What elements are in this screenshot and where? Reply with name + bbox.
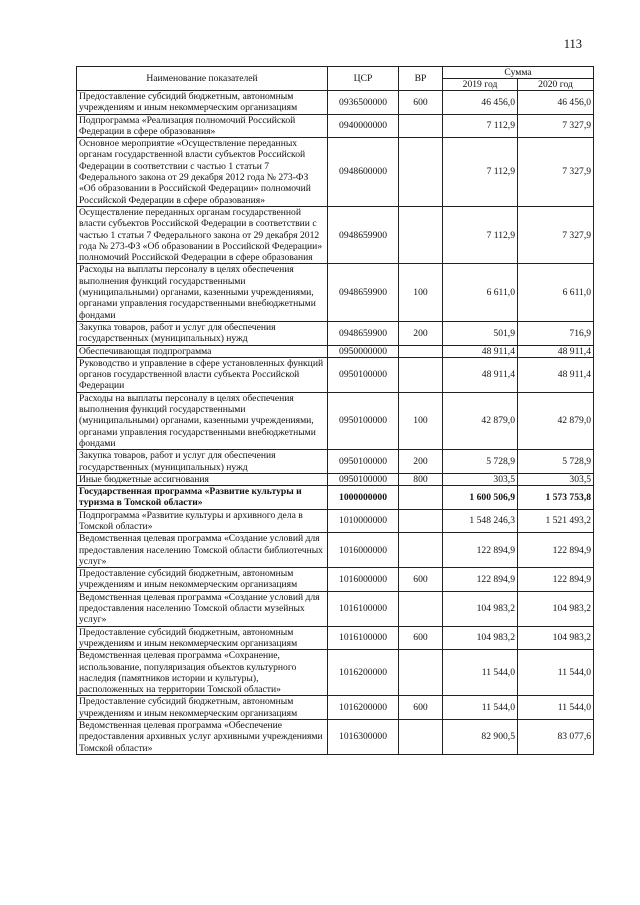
row-sum-2019-cell: 48 911,4 xyxy=(443,345,518,357)
row-vr-cell xyxy=(399,650,443,696)
row-csr-cell: 1016000000 xyxy=(328,533,399,568)
row-vr-cell xyxy=(399,509,443,533)
row-name-cell: Подпрограмма «Реализация полномочий Российской Федерации в сфере образования» xyxy=(77,114,328,138)
row-vr-cell xyxy=(399,720,443,755)
row-csr-cell: 1010000000 xyxy=(328,509,399,533)
row-csr-cell: 1016200000 xyxy=(328,650,399,696)
row-csr-cell: 1016100000 xyxy=(328,591,399,626)
table-row xyxy=(77,696,594,720)
row-sum-2019-cell: 42 879,0 xyxy=(443,392,518,449)
row-name-cell: Предоставление субсидий бюджетным, автономным учреждениям и иным некоммерческим организациям xyxy=(77,626,328,650)
row-csr-cell: 0950100000 xyxy=(328,450,399,474)
table-row xyxy=(77,486,594,510)
table-row xyxy=(77,568,594,592)
column-header-vr: ВР xyxy=(399,67,443,91)
row-sum-2020-cell: 5 728,9 xyxy=(518,450,594,474)
row-sum-2020-cell: 716,9 xyxy=(518,321,594,345)
row-csr-cell: 0948659900 xyxy=(328,321,399,345)
table-row xyxy=(77,114,594,138)
row-sum-2019-cell: 122 894,9 xyxy=(443,533,518,568)
page-number: 113 xyxy=(563,37,582,51)
row-vr-cell: 600 xyxy=(399,568,443,592)
row-sum-2019-cell: 5 728,9 xyxy=(443,450,518,474)
row-vr-cell xyxy=(399,533,443,568)
row-csr-cell: 0950100000 xyxy=(328,473,399,485)
table-row xyxy=(77,626,594,650)
table-row xyxy=(77,206,594,263)
row-vr-cell: 600 xyxy=(399,91,443,115)
row-vr-cell: 800 xyxy=(399,473,443,485)
row-name-cell: Основное мероприятие «Осуществление переданных органам государственной власти субъектов Российской Федерации в соответствии с частью 1 статьи 7 Федерального закона от 29 декабря 2012 года № 273-ФЗ «Об образовании в Российской Федерации» полномочий Российской Федерации в сфере образования» xyxy=(77,138,328,207)
row-name-cell: Расходы на выплаты персоналу в целях обеспечения выполнения функций государственными (муниципальными) органами, казенными учреждениями, органами управления государственными внебюджетными фондами xyxy=(77,392,328,449)
row-csr-cell: 1016200000 xyxy=(328,696,399,720)
row-vr-cell: 200 xyxy=(399,321,443,345)
row-csr-cell: 0948600000 xyxy=(328,138,399,207)
row-name-cell: Подпрограмма «Развитие культуры и архивного дела в Томской области» xyxy=(77,509,328,533)
row-sum-2019-cell: 7 112,9 xyxy=(443,114,518,138)
row-sum-2019-cell: 82 900,5 xyxy=(443,720,518,755)
row-csr-cell: 0950100000 xyxy=(328,392,399,449)
column-header-name: Наименование показателей xyxy=(77,67,328,91)
row-csr-cell: 0950100000 xyxy=(328,357,399,392)
row-sum-2019-cell: 7 112,9 xyxy=(443,206,518,263)
table-row xyxy=(77,91,594,115)
row-vr-cell: 600 xyxy=(399,626,443,650)
row-vr-cell xyxy=(399,357,443,392)
row-sum-2019-cell: 6 611,0 xyxy=(443,264,518,321)
table-row xyxy=(77,509,594,533)
row-sum-2020-cell: 46 456,0 xyxy=(518,91,594,115)
row-name-cell: Ведомственная целевая программа «Сохранение, использование, популяризация объектов культурного наследия (памятников истории и культуры), расположенных на территории Томской области» xyxy=(77,650,328,696)
row-sum-2020-cell: 1 573 753,8 xyxy=(518,486,594,510)
row-name-cell: Ведомственная целевая программа «Создание условий для предоставления населению Томской области библиотечных услуг» xyxy=(77,533,328,568)
row-sum-2020-cell: 7 327,9 xyxy=(518,114,594,138)
table-row xyxy=(77,345,594,357)
row-vr-cell xyxy=(399,591,443,626)
row-csr-cell: 0936500000 xyxy=(328,91,399,115)
table-body xyxy=(77,91,594,755)
row-name-cell: Закупка товаров, работ и услуг для обеспечения государственных (муниципальных) нужд xyxy=(77,321,328,345)
column-header-year-2020: 2020 год xyxy=(518,79,594,91)
row-sum-2020-cell: 122 894,9 xyxy=(518,568,594,592)
row-sum-2019-cell: 1 600 506,9 xyxy=(443,486,518,510)
row-csr-cell: 1016300000 xyxy=(328,720,399,755)
row-csr-cell: 0948659900 xyxy=(328,264,399,321)
column-header-year-2019: 2019 год xyxy=(443,79,518,91)
row-sum-2019-cell: 11 544,0 xyxy=(443,650,518,696)
row-sum-2020-cell: 7 327,9 xyxy=(518,206,594,263)
table-row xyxy=(77,533,594,568)
row-sum-2020-cell: 11 544,0 xyxy=(518,650,594,696)
row-sum-2019-cell: 303,5 xyxy=(443,473,518,485)
row-name-cell: Предоставление субсидий бюджетным, автономным учреждениям и иным некоммерческим организациям xyxy=(77,91,328,115)
row-sum-2020-cell: 48 911,4 xyxy=(518,345,594,357)
row-name-cell: Предоставление субсидий бюджетным, автономным учреждениям и иным некоммерческим организациям xyxy=(77,568,328,592)
row-sum-2019-cell: 1 548 246,3 xyxy=(443,509,518,533)
row-sum-2019-cell: 46 456,0 xyxy=(443,91,518,115)
row-name-cell: Предоставление субсидий бюджетным, автономным учреждениям и иным некоммерческим организациям xyxy=(77,696,328,720)
row-name-cell: Обеспечивающая подпрограмма xyxy=(77,345,328,357)
row-sum-2019-cell: 104 983,2 xyxy=(443,626,518,650)
row-name-cell: Ведомственная целевая программа «Создание условий для предоставления населению Томской области музейных услуг» xyxy=(77,591,328,626)
row-sum-2019-cell: 122 894,9 xyxy=(443,568,518,592)
table-row xyxy=(77,650,594,696)
row-sum-2020-cell: 303,5 xyxy=(518,473,594,485)
row-sum-2020-cell: 7 327,9 xyxy=(518,138,594,207)
row-sum-2019-cell: 48 911,4 xyxy=(443,357,518,392)
row-csr-cell: 0950000000 xyxy=(328,345,399,357)
table-row xyxy=(77,450,594,474)
row-sum-2020-cell: 122 894,9 xyxy=(518,533,594,568)
table-row xyxy=(77,264,594,321)
table-row xyxy=(77,357,594,392)
row-vr-cell xyxy=(399,345,443,357)
row-name-cell: Иные бюджетные ассигнования xyxy=(77,473,328,485)
row-csr-cell: 1016100000 xyxy=(328,626,399,650)
row-sum-2019-cell: 501,9 xyxy=(443,321,518,345)
column-header-sum: Сумма xyxy=(443,67,594,79)
row-vr-cell: 600 xyxy=(399,696,443,720)
row-name-cell: Государственная программа «Развитие культуры и туризма в Томской области» xyxy=(77,486,328,510)
row-vr-cell xyxy=(399,114,443,138)
row-name-cell: Расходы на выплаты персоналу в целях обеспечения выполнения функций государственными (муниципальными) органами, казенными учреждениями, органами управления государственными внебюджетными фондами xyxy=(77,264,328,321)
row-sum-2020-cell: 42 879,0 xyxy=(518,392,594,449)
row-vr-cell xyxy=(399,206,443,263)
table-row xyxy=(77,591,594,626)
row-sum-2020-cell: 48 911,4 xyxy=(518,357,594,392)
row-sum-2019-cell: 11 544,0 xyxy=(443,696,518,720)
table-row xyxy=(77,321,594,345)
row-csr-cell: 0940000000 xyxy=(328,114,399,138)
row-name-cell: Ведомственная целевая программа «Обеспечение предоставления архивных услуг архивными учреждениями Томской области» xyxy=(77,720,328,755)
row-sum-2020-cell: 104 983,2 xyxy=(518,591,594,626)
column-header-csr: ЦСР xyxy=(328,67,399,91)
table-row xyxy=(77,720,594,755)
row-sum-2019-cell: 7 112,9 xyxy=(443,138,518,207)
row-csr-cell: 1000000000 xyxy=(328,486,399,510)
table-row xyxy=(77,473,594,485)
row-vr-cell xyxy=(399,486,443,510)
budget-table xyxy=(76,66,594,755)
row-sum-2020-cell: 1 521 493,2 xyxy=(518,509,594,533)
row-name-cell: Осуществление переданных органам государственной власти субъектов Российской Федерации в соответствии с частью 1 статьи 7 Федерального закона от 29 декабря 2012 года № 273-ФЗ «Об образовании в Российской Федерации» полномочий Российской Федерации в сфере образования xyxy=(77,206,328,263)
row-sum-2020-cell: 83 077,6 xyxy=(518,720,594,755)
row-vr-cell: 100 xyxy=(399,264,443,321)
table-row xyxy=(77,138,594,207)
row-vr-cell xyxy=(399,138,443,207)
row-sum-2020-cell: 104 983,2 xyxy=(518,626,594,650)
table-row xyxy=(77,392,594,449)
row-vr-cell: 200 xyxy=(399,450,443,474)
row-csr-cell: 1016000000 xyxy=(328,568,399,592)
row-csr-cell: 0948659900 xyxy=(328,206,399,263)
row-name-cell: Закупка товаров, работ и услуг для обеспечения государственных (муниципальных) нужд xyxy=(77,450,328,474)
row-sum-2020-cell: 11 544,0 xyxy=(518,696,594,720)
row-sum-2019-cell: 104 983,2 xyxy=(443,591,518,626)
row-vr-cell: 100 xyxy=(399,392,443,449)
row-name-cell: Руководство и управление в сфере установленных функций органов государственной власти субъекта Российской Федерации xyxy=(77,357,328,392)
row-sum-2020-cell: 6 611,0 xyxy=(518,264,594,321)
